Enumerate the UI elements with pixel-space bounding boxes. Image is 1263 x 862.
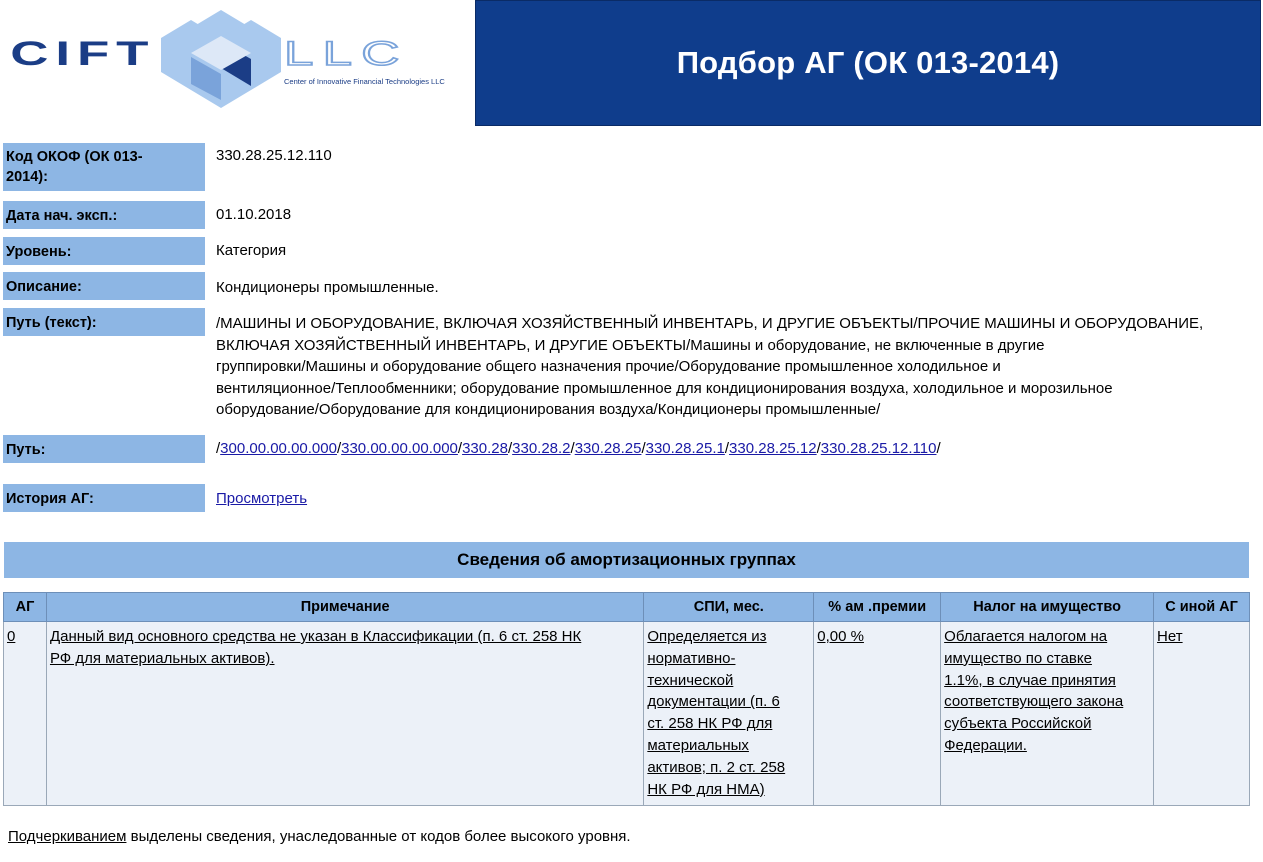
start-date-value: 01.10.2018 [216,206,292,223]
path-link-7[interactable]: 330.28.25.12 [729,440,817,457]
company-logo [8,8,468,110]
path-link-6[interactable]: 330.28.25.1 [645,440,725,457]
path-link-2[interactable]: 330.00.00.00.000 [341,440,458,457]
path-link-5[interactable]: 330.28.25 [574,440,642,457]
footnote-text: выделены сведения, унаследованные от кодов более высокого уровня. [126,828,631,845]
description-label: Описание: [3,272,205,300]
cell-premium: 0,00 % [814,622,941,806]
section-title: Сведения об амортизационных группах [4,542,1249,578]
okof-code-value: 330.28.25.12.110 [216,147,332,164]
description-value: Кондиционеры промышленные. [216,279,439,296]
logo-tagline: Center of Innovative Financial Technologies LLC [284,77,445,86]
logo-brand-left: CIFT [10,34,156,73]
path-link-8[interactable]: 330.28.25.12.110 [820,440,937,457]
cell-spi: Определяется из нормативно- технической документации (п. 6 ст. 258 НК РФ для материальных активов; п. 2 ст. 258 НК РФ для НМА) [644,622,814,806]
level-value: Категория [216,242,287,259]
path-label: Путь: [3,435,205,463]
history-view-link[interactable]: Просмотреть [216,490,308,507]
cell-note: Данный вид основного средства не указан в Классификации (п. 6 ст. 258 НК РФ для материальных активов). [46,622,643,806]
header-note: Примечание [46,593,643,622]
path-link-3[interactable]: 330.28 [462,440,508,457]
header-banner [475,0,1261,126]
footnote [8,828,631,845]
header-ag: АГ [4,593,47,622]
cell-property-tax: Облагается налогом на имущество по ставке 1.1%, в случае принятия соответствующего закона субъекта Российской Федерации. [941,622,1154,806]
logo-brand-right: LLC [284,34,409,73]
path-link-4[interactable]: 330.28.2 [512,440,571,457]
header-premium: % ам .премии [814,593,941,622]
path-link-1[interactable]: 300.00.00.00.000 [220,440,337,457]
header-other-ag: С иной АГ [1154,593,1250,622]
level-label: Уровень: [3,237,205,265]
cell-other-ag: Нет [1154,622,1250,806]
path-text-value: /МАШИНЫ И ОБОРУДОВАНИЕ, ВКЛЮЧАЯ ХОЗЯЙСТВЕННЫЙ ИНВЕНТАРЬ, И ДРУГИЕ ОБЪЕКТЫ/ПРОЧИЕ МАШИНЫ И ОБОРУДОВАНИЕ, ВКЛЮЧАЯ ХОЗЯЙСТВЕННЫЙ ИНВЕНТАРЬ, И ДРУГИЕ ОБЪЕКТЫ/Машины и оборудование, не включенные в другие группировки/Машины и оборудование общего назначения прочие/Оборудование промышленное холодильное и вентиляционное/Теплообменники; оборудование промышленное для кондиционирования воздуха, холодильное и морозильное оборудование/Оборудование для кондиционирования воздуха/Кондиционеры промышленные/ [216,315,1204,418]
header-property-tax: Налог на имущество [941,593,1154,622]
history-label: История АГ: [3,484,205,512]
header-spi: СПИ, мес. [644,593,814,622]
path-breadcrumb: /300.00.00.00.000/330.00.00.00.000/330.28/330.28.2/330.28.25/330.28.25.1/330.28.25.12/330.28.25.12.110/ [216,440,941,457]
path-text-label: Путь (текст): [3,308,205,336]
okof-code-label: Код ОКОФ (ОК 013- 2014): [3,143,205,191]
table-header-row [4,593,1250,622]
history-value [216,488,307,510]
table-row [4,622,1250,806]
start-date-label: Дата нач. эксп.: [3,201,205,229]
page-title: Подбор АГ (ОК 013-2014) [676,45,1060,80]
cell-ag: 0 [4,622,47,806]
amortization-table [3,592,1250,806]
cube-emblem-icon [161,10,281,108]
footnote-underlined: Подчеркиванием [8,828,127,845]
